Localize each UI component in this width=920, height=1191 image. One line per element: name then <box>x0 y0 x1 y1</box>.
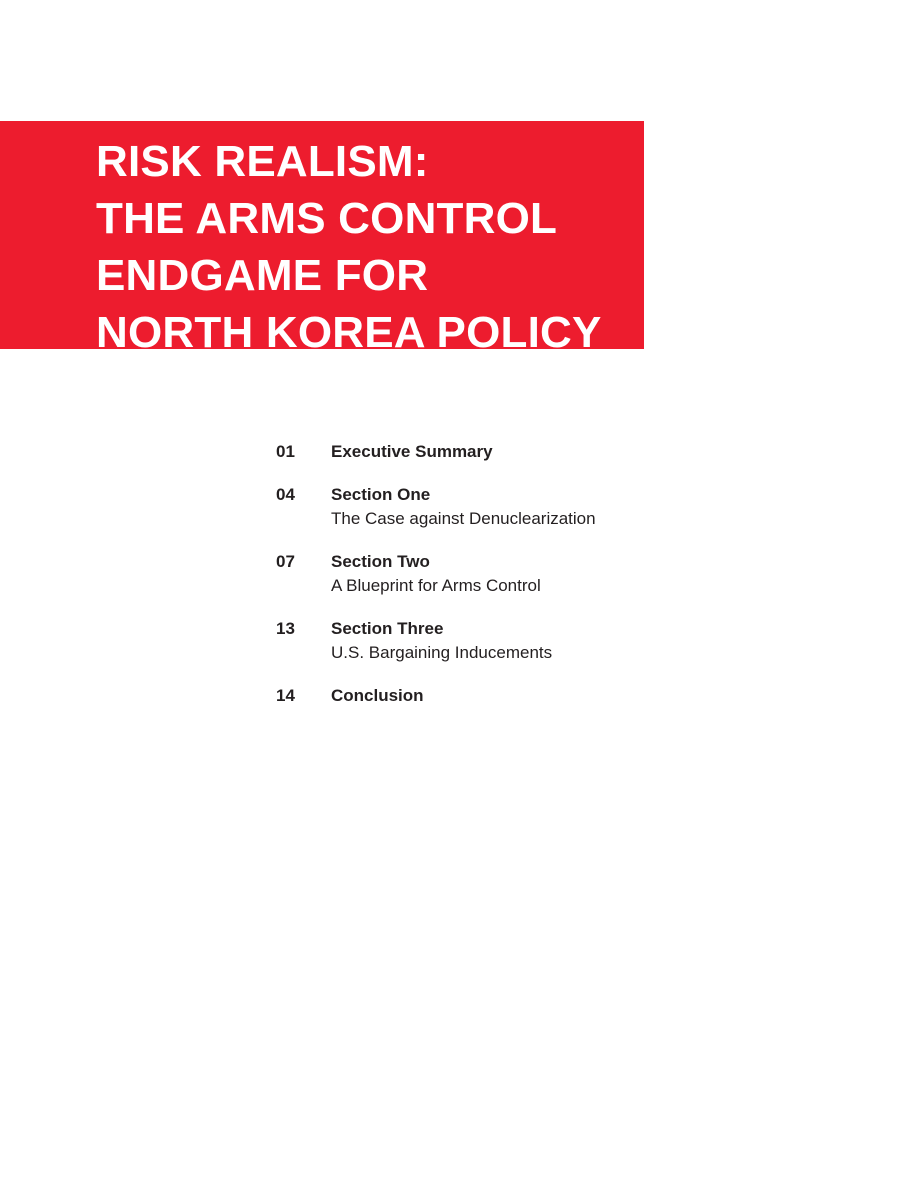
toc-page-number: 13 <box>276 619 295 638</box>
toc-page-number: 04 <box>276 485 295 504</box>
toc-subtitle: A Blueprint for Arms Control <box>331 576 541 595</box>
toc-heading: Executive Summary <box>331 442 493 461</box>
table-of-contents <box>276 440 596 727</box>
toc-heading: Section Three <box>331 619 444 638</box>
toc-page-number: 14 <box>276 686 295 705</box>
title-banner <box>0 121 644 357</box>
report-title <box>96 133 602 361</box>
toc-entry-section-two[interactable] <box>276 550 596 598</box>
toc-subtitle: The Case against Denuclearization <box>331 509 596 528</box>
toc-heading: Section One <box>331 485 431 504</box>
toc-subtitle: U.S. Bargaining Inducements <box>331 643 553 662</box>
toc-entry-section-three[interactable] <box>276 617 596 665</box>
toc-page-number: 01 <box>276 442 295 461</box>
toc-page-number: 07 <box>276 552 295 571</box>
toc-entry-conclusion[interactable] <box>276 684 596 708</box>
toc-entry-executive-summary[interactable] <box>276 440 596 464</box>
toc-heading: Section Two <box>331 552 430 571</box>
toc-heading: Conclusion <box>331 686 424 705</box>
title-line: ENDGAME FOR <box>96 251 429 300</box>
title-line: THE ARMS CONTROL <box>96 194 558 243</box>
title-line: NORTH KOREA POLICY <box>96 308 602 357</box>
toc-entry-section-one[interactable] <box>276 483 596 531</box>
title-line: RISK REALISM: <box>96 137 429 186</box>
